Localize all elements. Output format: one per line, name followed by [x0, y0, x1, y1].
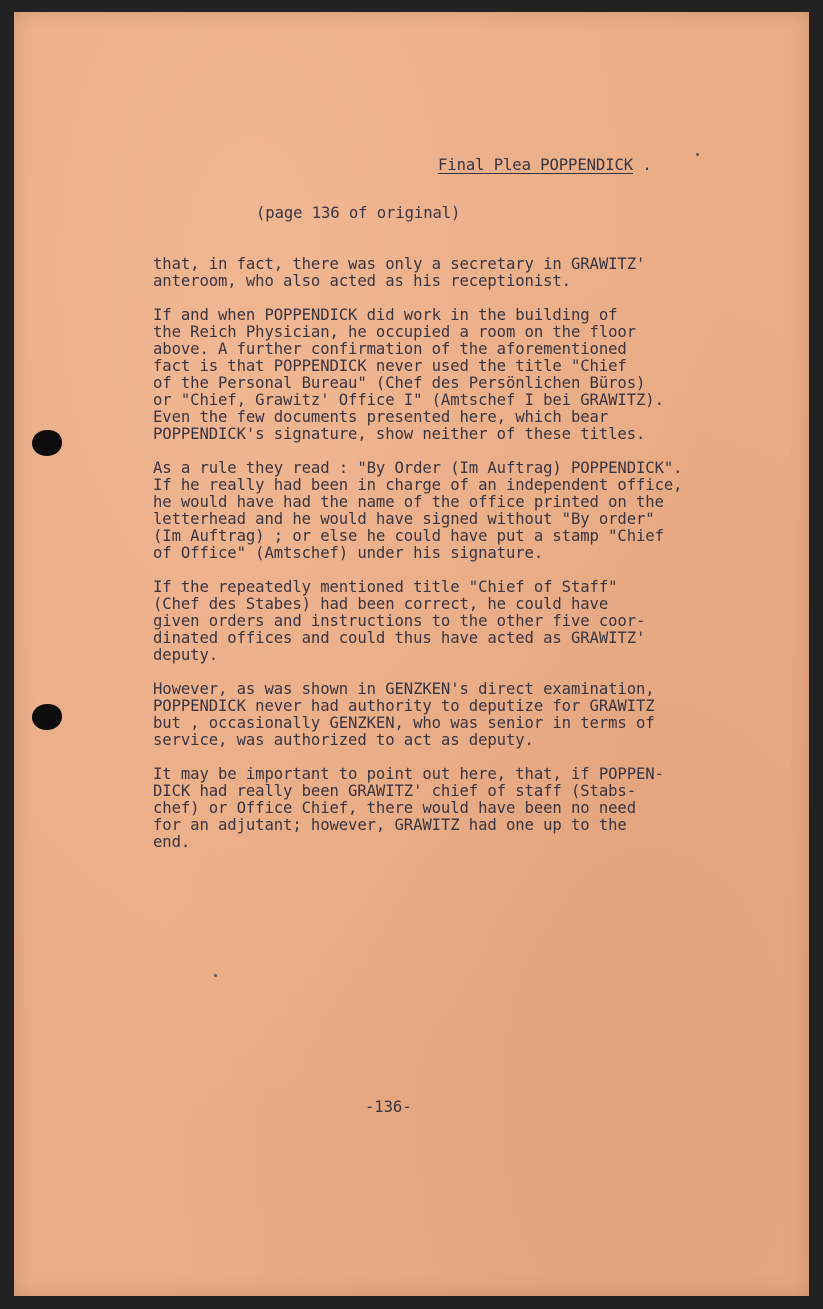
text-line: anteroom, who also acted as his receptionist.	[153, 272, 571, 290]
text-line: fact is that POPPENDICK never used the title "Chief	[153, 357, 627, 375]
paper-speck	[696, 153, 699, 156]
paragraph	[153, 256, 753, 290]
paragraph	[153, 579, 753, 664]
text-line: of the Personal Bureau" (Chef des Persönlichen Büros)	[153, 374, 646, 392]
text-line: Even the few documents presented here, which bear	[153, 408, 609, 426]
text-line: end.	[153, 833, 191, 851]
text-line: As a rule they read : "By Order (Im Auftrag) POPPENDICK".	[153, 459, 683, 477]
document-page	[14, 12, 809, 1296]
text-line: If the repeatedly mentioned title "Chief of Staff"	[153, 578, 618, 596]
paragraph	[153, 307, 753, 443]
text-line: letterhead and he would have signed without "By order"	[153, 510, 655, 528]
text-line: DICK had really been GRAWITZ' chief of staff (Stabs-	[153, 782, 636, 800]
text-line: service, was authorized to act as deputy.	[153, 731, 534, 749]
punch-hole-bottom	[32, 704, 62, 730]
text-line: If and when POPPENDICK did work in the building of	[153, 306, 618, 324]
document-body	[153, 256, 753, 868]
punch-hole-top	[32, 430, 62, 456]
title-name: POPPENDICK	[540, 156, 634, 174]
title-suffix: .	[633, 156, 652, 174]
text-line: of Office" (Amtschef) under his signature.	[153, 544, 544, 562]
text-line: (Im Auftrag) ; or else he could have put a stamp "Chief	[153, 527, 664, 545]
paragraph	[153, 460, 753, 562]
text-line: but , occasionally GENZKEN, who was senior in terms of	[153, 714, 655, 732]
text-line: the Reich Physician, he occupied a room on the floor	[153, 323, 636, 341]
paragraph	[153, 681, 753, 749]
page-number: -136-	[365, 1098, 412, 1116]
text-line: However, as was shown in GENZKEN's direct examination,	[153, 680, 655, 698]
text-line: that, in fact, there was only a secretary in GRAWITZ'	[153, 255, 646, 273]
text-line: chef) or Office Chief, there would have been no need	[153, 799, 636, 817]
text-line: It may be important to point out here, that, if POPPEN-	[153, 765, 664, 783]
document-title	[438, 156, 652, 174]
text-line: If he really had been in charge of an independent office,	[153, 476, 683, 494]
text-line: dinated offices and could thus have acted as GRAWITZ'	[153, 629, 646, 647]
original-page-reference: (page 136 of original)	[256, 204, 461, 222]
text-line: deputy.	[153, 646, 219, 664]
text-line: POPPENDICK never had authority to deputize for GRAWITZ	[153, 697, 655, 715]
paragraph	[153, 766, 753, 851]
paper-speck	[214, 974, 217, 977]
text-line: or "Chief, Grawitz' Office I" (Amtschef I bei GRAWITZ).	[153, 391, 664, 409]
text-line: (Chef des Stabes) had been correct, he could have	[153, 595, 609, 613]
text-line: given orders and instructions to the other five coor-	[153, 612, 646, 630]
text-line: he would have had the name of the office printed on the	[153, 493, 664, 511]
text-line: for an adjutant; however, GRAWITZ had one up to the	[153, 816, 627, 834]
text-line: above. A further confirmation of the aforementioned	[153, 340, 627, 358]
title-prefix: Final Plea	[438, 156, 541, 174]
text-line: POPPENDICK's signature, show neither of these titles.	[153, 425, 646, 443]
